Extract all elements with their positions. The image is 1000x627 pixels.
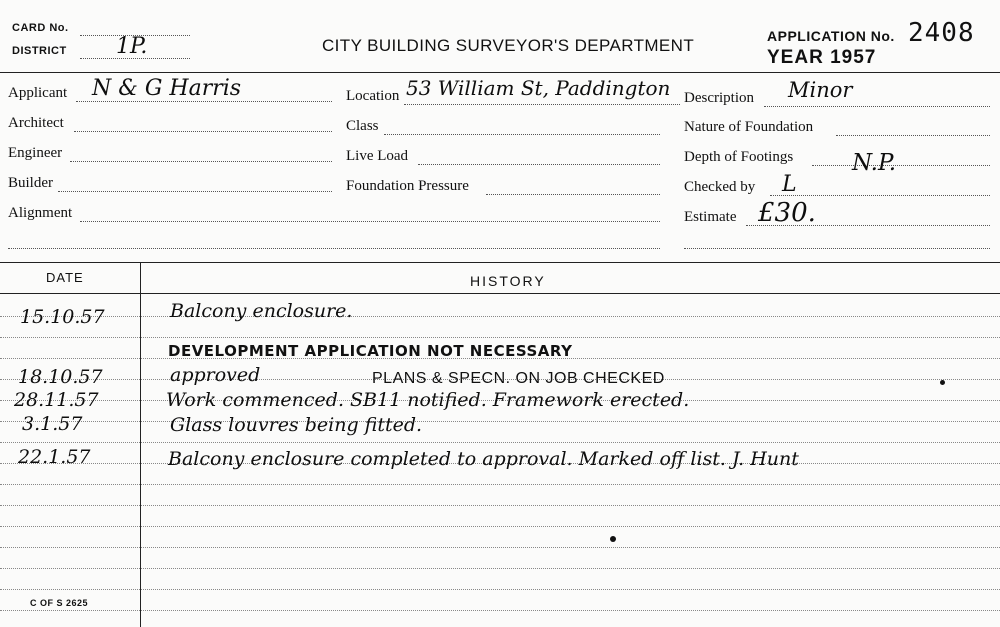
description-line [764,106,990,107]
card-no-label: CARD No. [12,22,69,34]
depth-of-footings-label: Depth of Footings [684,149,794,165]
history-date: 3.1.57 [22,413,83,435]
class-line [384,134,660,135]
history-entry: approved [170,364,261,386]
history-date: 22.1.57 [18,446,91,468]
ink-dot [940,380,945,385]
header-divider [0,72,1000,73]
nature-of-foundation-label: Nature of Foundation [684,119,814,135]
rule-line [0,316,1000,317]
rule-line [0,484,1000,485]
history-header-rule [0,293,1000,294]
live-load-label: Live Load [346,148,409,164]
stamp-development-application: DEVELOPMENT APPLICATION NOT NECESSARY [168,342,573,360]
rule-line [0,505,1000,506]
district-label: DISTRICT [12,45,67,57]
depth-of-footings-value: N.P. [852,150,897,176]
history-entry: Work commenced. SB11 notified. Framework erected. [166,389,690,411]
description-label: Description [684,90,754,106]
location-line [404,104,680,105]
history-top-rule [0,262,1000,263]
applicant-value: N & G Harris [92,76,242,101]
engineer-line [70,161,332,162]
history-header: HISTORY [470,273,546,289]
alignment-line-2 [8,248,660,249]
stamp-plans-checked: PLANS & SPECN. ON JOB CHECKED [372,370,665,387]
builder-line [58,191,332,192]
architect-line [74,131,332,132]
date-header: DATE [46,270,84,285]
estimate-line-2 [684,248,990,249]
checked-by-value: L [782,172,797,197]
rule-line [0,589,1000,590]
depth-of-footings-line [812,165,990,166]
rule-line [0,442,1000,443]
live-load-line [418,164,660,165]
history-entry: Balcony enclosure completed to approval. Marked off list. J. Hunt [168,448,799,470]
foundation-pressure-line [486,194,660,195]
applicant-label: Applicant [8,85,68,101]
page-title: CITY BUILDING SURVEYOR'S DEPARTMENT [322,36,695,55]
class-label: Class [346,118,379,134]
location-label: Location [346,88,400,104]
history-entry: Balcony enclosure. [170,300,353,322]
rule-line [0,526,1000,527]
application-no-value: 2408 [908,18,975,48]
description-value: Minor [788,78,853,102]
location-value: 53 William St, Paddington [406,76,671,100]
history-date: 18.10.57 [18,366,103,388]
engineer-label: Engineer [8,145,63,161]
architect-label: Architect [8,115,64,131]
alignment-line [80,221,660,222]
form-code: C OF S 2625 [30,598,89,608]
rule-line [0,337,1000,338]
rule-line [0,547,1000,548]
rule-line [0,610,1000,611]
history-date: 15.10.57 [20,306,105,328]
alignment-label: Alignment [8,205,73,221]
rule-line [0,568,1000,569]
checked-by-line [770,195,990,196]
year-label: YEAR 1957 [767,47,877,68]
district-value: 1P. [116,34,148,59]
builder-label: Builder [8,175,53,191]
rule-line [0,421,1000,422]
checked-by-label: Checked by [684,179,756,195]
history-date: 28.11.57 [14,389,99,411]
application-no-label: APPLICATION No. [767,28,895,44]
ink-dot [610,536,616,542]
estimate-value: £30. [758,198,816,228]
foundation-pressure-label: Foundation Pressure [346,178,469,194]
estimate-label: Estimate [684,209,737,225]
applicant-line [76,101,332,102]
nature-of-foundation-line [836,135,990,136]
history-entry: Glass louvres being fitted. [170,414,423,436]
